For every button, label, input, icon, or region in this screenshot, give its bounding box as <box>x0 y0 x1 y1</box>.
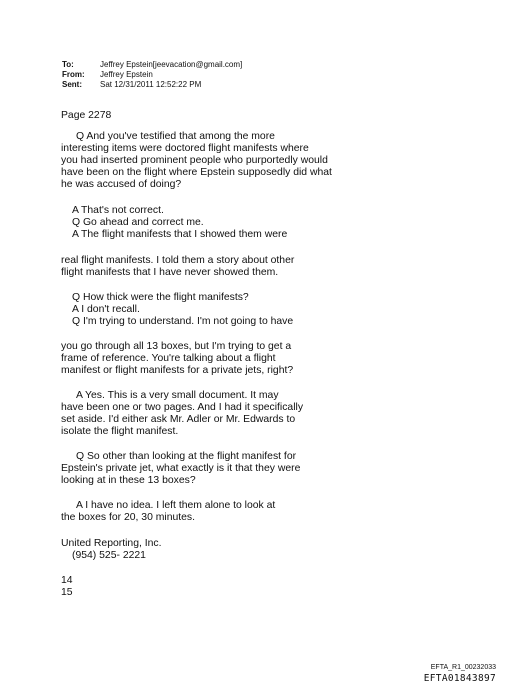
line-number: 14 <box>61 575 73 586</box>
transcript-line: the boxes for 20, 30 minutes. <box>61 512 196 523</box>
transcript-line: have been one or two pages. And I had it specifically <box>61 402 304 413</box>
header-sent-row <box>62 80 201 90</box>
transcript-line: looking at in these 13 boxes? <box>61 475 196 486</box>
from-label: From: <box>62 70 85 79</box>
bates-stamp-secondary: EFTA01843897 <box>423 673 496 684</box>
line-number: 15 <box>61 587 73 598</box>
bates-stamp-primary: EFTA_R1_00232033 <box>430 664 496 671</box>
transcript-line: A I don't recall. <box>72 304 140 315</box>
reporter-name: United Reporting, Inc. <box>61 538 162 549</box>
header-from-row <box>62 70 153 80</box>
transcript-line: A The flight manifests that I showed them were <box>72 229 288 240</box>
sent-label: Sent: <box>62 80 82 89</box>
transcript-line: frame of reference. You're talking about a flight <box>61 353 276 364</box>
transcript-line: A I have no idea. I left them alone to look at <box>76 500 276 511</box>
transcript-line: you go through all 13 boxes, but I'm trying to get a <box>61 341 292 352</box>
transcript-line: he was accused of doing? <box>61 179 182 190</box>
transcript-line: you had inserted prominent people who purportedly would <box>61 155 328 166</box>
transcript-line: Q And you've testified that among the more <box>76 131 275 142</box>
page-label: Page 2278 <box>61 110 112 121</box>
header-to-row <box>62 60 242 70</box>
transcript-line: Q So other than looking at the flight manifest for <box>76 451 297 462</box>
transcript-line: A Yes. This is a very small document. It may <box>76 390 279 401</box>
transcript-line: manifest or flight manifests for a private jets, right? <box>61 365 294 376</box>
transcript-line: Q Go ahead and correct me. <box>72 217 204 228</box>
reporter-phone: (954) 525- 2221 <box>72 550 146 561</box>
transcript-line: flight manifests that I have never showed them. <box>61 267 279 278</box>
transcript-line: A That's not correct. <box>72 205 164 216</box>
transcript-line: Epstein's private jet, what exactly is it that they were <box>61 463 301 474</box>
sent-value: Sat 12/31/2011 12:52:22 PM <box>100 80 202 89</box>
transcript-line: interesting items were doctored flight manifests where <box>61 143 309 154</box>
transcript-line: isolate the flight manifest. <box>61 426 179 437</box>
transcript-line: real flight manifests. I told them a story about other <box>61 255 295 266</box>
from-value: Jeffrey Epstein <box>100 70 153 79</box>
transcript-line: Q I'm trying to understand. I'm not going to have <box>72 316 294 327</box>
to-label: To: <box>62 60 74 69</box>
transcript-line: set aside. I'd either ask Mr. Adler or Mr. Edwards to <box>61 414 296 425</box>
to-value: Jeffrey Epstein[jeevacation@gmail.com] <box>100 60 243 69</box>
transcript-line: have been on the flight where Epstein supposedly did what <box>61 167 332 178</box>
transcript-line: Q How thick were the flight manifests? <box>72 292 249 303</box>
